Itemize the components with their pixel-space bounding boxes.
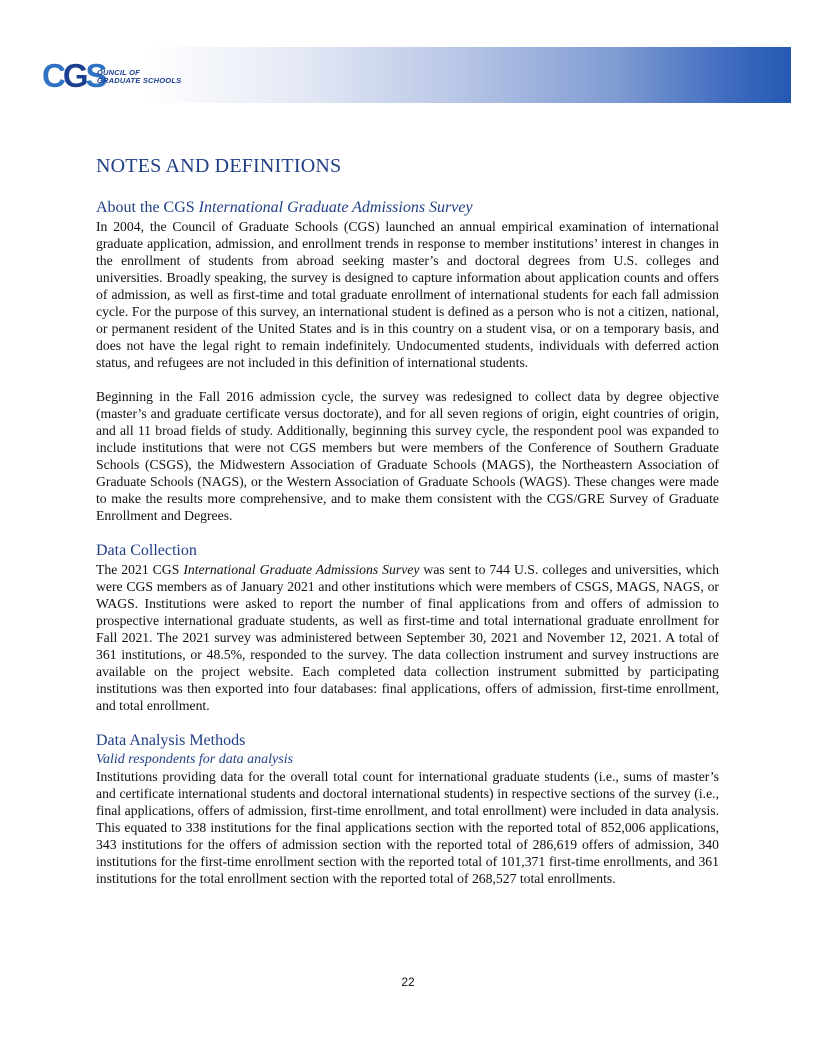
logo-text	[97, 69, 181, 85]
paragraph-about-1: In 2004, the Council of Graduate Schools (CGS) launched an annual empirical examination of international graduate application, admission, and enrollment trends in response to member institutions’ interest in changes in the enrollment of students from abroad seeking master’s and doctoral degrees from U.S. colleges and universities. Broadly speaking, the survey is designed to capture information about application counts and offers of admission, as well as first-time and total graduate enrollment of international students for each fall admission cycle. For the purpose of this survey, an international student is defined as a person who is not a citizen, national, or permanent resident of the United States and is in this country on a student visa, or on a temporary basis, and does not have the legal right to remain indefinitely. Undocumented students, individuals with deferred action status, and refugees are not included in this definition of international students.	[96, 219, 719, 370]
section-heading-analysis: Data Analysis Methods	[96, 732, 246, 749]
para-text: was sent to 744 U.S. colleges and universities, which were CGS members as of January 2021 and other institutions which were members of CSGS, MAGS, NAGS, or WAGS. Institutions were asked to report the number of final applications from and offers of admission to prospective international graduate students, as well as first-time and total international graduate enrollment for Fall 2021. The 2021 survey was administered between September 30, 2021 and November 12, 2021. A total of 361 institutions, or 48.5%, responded to the survey. The data collection instrument and survey instructions are available on the project website. Each completed data collection instrument submitted by participating institutions was then exported into four databases: final applications, offers of admission, first-time enrollment, and total enrollment.	[96, 562, 719, 713]
page-title: NOTES AND DEFINITIONS	[96, 155, 342, 177]
para-text: The 2021 CGS	[96, 562, 184, 577]
paragraph-analysis: Institutions providing data for the overall total count for international graduate students (i.e., sums of master’s and certificate international students and doctoral international students) in respective sections of the survey (i.e., final applications, offers of admission, first-time enrollment, and total enrollment) were included in data analysis. This equated to 338 institutions for the final applications section with the reported total of 852,006 applications, 343 institutions for the offers of admission section with the reported total of 286,619 offers of admission, 340 institutions for the first-time enrollment section with the reported total of 101,371 first-time enrollments, and 361 institutions for the total enrollment section with the reported total of 268,527 total enrollments.	[96, 769, 719, 886]
main-content	[96, 155, 719, 887]
heading-text: About the CGS	[96, 199, 199, 216]
paragraph-data-collection	[96, 561, 719, 714]
section-heading-about	[96, 198, 719, 218]
heading-italic: International Graduate Admissions Survey	[198, 199, 473, 216]
logo-mark: CGS	[42, 57, 105, 94]
para-italic: International Graduate Admissions Survey	[183, 562, 420, 577]
logo-line-1: OUNCIL OF	[97, 68, 140, 77]
cgs-logo	[42, 58, 212, 94]
section-heading-data-collection: Data Collection	[96, 542, 197, 559]
page-number: 22	[401, 975, 415, 989]
logo-line-2: GRADUATE SCHOOLS	[97, 76, 182, 85]
paragraph-about-2: Beginning in the Fall 2016 admission cycle, the survey was redesigned to collect data by degree objective (master’s and graduate certificate versus doctorate), and for all seven regions of origin, eight countries of origin, and all 11 broad fields of study. Additionally, beginning this survey cycle, the respondent pool was expanded to include institutions that were not CGS members but were members of the Conference of Southern Graduate Schools (CSGS), the Midwestern Association of Graduate Schools (MAGS), the Northeastern Association of Graduate Schools (NAGS), or the Western Association of Graduate Schools (WAGS). These changes were made to make the results more comprehensive, and to make them consistent with the CGS/GRE Survey of Graduate Enrollment and Degrees.	[96, 389, 719, 523]
subheading-valid-respondents: Valid respondents for data analysis	[96, 752, 294, 767]
